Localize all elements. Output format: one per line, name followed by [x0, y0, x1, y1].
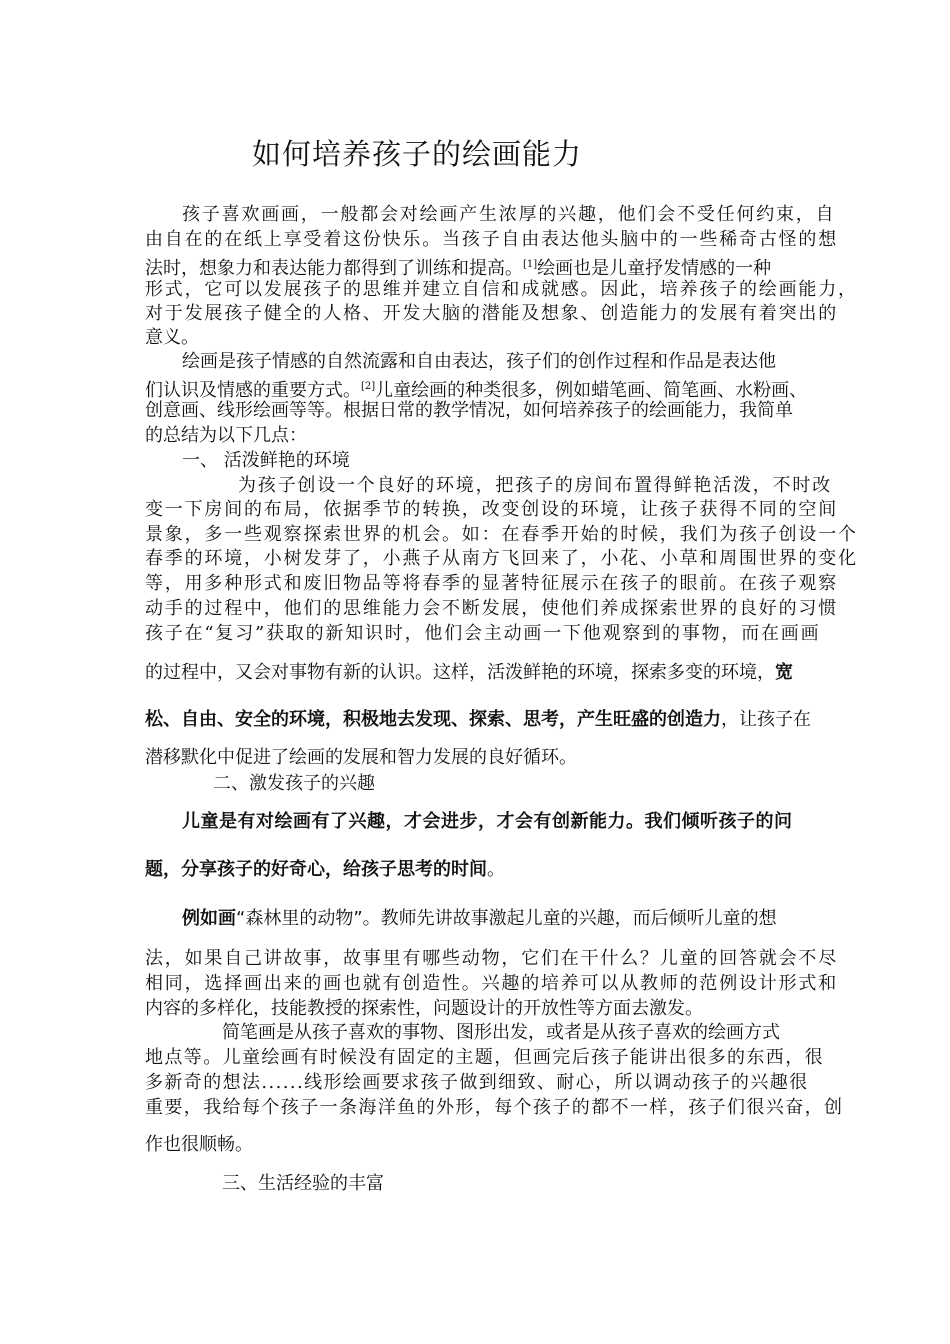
paragraph-line: [145, 746, 577, 770]
paragraph-line: [182, 350, 776, 374]
bold-text: 宽: [775, 662, 793, 683]
paragraph-line: [145, 1071, 809, 1095]
line-text: 为孩子创设一个良好的环境，把孩子的房间布置得鲜艳活泼，不时改: [238, 475, 832, 496]
line-text: 多新奇的想法......线形绘画要求孩子做到细致、耐心，所以调动孩子的兴趣很: [145, 1072, 809, 1093]
paragraph-line: [222, 1172, 384, 1196]
paragraph-line: [145, 708, 811, 732]
paragraph-line: [145, 947, 838, 971]
paragraph-line: [145, 858, 505, 882]
line-text: 简笔画是从孩子喜欢的事物、图形出发，或者是从孩子喜欢的绘画方式: [222, 1022, 780, 1043]
paragraph-line: [145, 498, 838, 522]
line-text: 动手的过程中，他们的思维能力会不断发展，使他们养成探索世界的良好的习惯: [145, 598, 838, 619]
paragraph-line: [145, 1096, 843, 1120]
paragraph-line: [182, 810, 793, 834]
paragraph-line: [145, 278, 858, 302]
bold-text: 松、自由、安全的环境，积极地去发现、探索、思考，产生旺盛的创造力: [145, 709, 721, 730]
paragraph-line: [145, 1046, 824, 1070]
line-text: 变一下房间的布局，依据季节的转换，改变创设的环境，让孩子获得不同的空间: [145, 499, 838, 520]
paragraph-line: [145, 1133, 253, 1157]
paragraph-line: [145, 326, 199, 350]
citation-marker: [1]: [523, 259, 538, 270]
paragraph-line: [182, 907, 777, 931]
paragraph-line: [222, 1021, 780, 1045]
paragraph-line: [145, 253, 771, 281]
line-text: 由自在的在纸上享受着这份快乐。当孩子自由表达他头脑中的一些稀奇古怪的想: [145, 229, 838, 250]
line-text: 二、激发孩子的兴趣: [213, 773, 375, 794]
line-text: 一、 活泼鲜艳的环境: [182, 450, 350, 471]
line-text: 绘画是孩子情感的自然流露和自由表达，孩子们的创作过程和作品是表达他: [182, 351, 776, 372]
paragraph-line: [145, 547, 858, 571]
paragraph-line: [145, 424, 307, 448]
line-text: 的过程中，又会对事物有新的认识。这样，活泼鲜艳的环境，探索多变的环境，: [145, 662, 775, 683]
bold-text: 儿童是有对绘画有了兴趣，才会进步，才会有创新能力。我们倾听孩子的问: [182, 811, 793, 832]
line-text: 作也很顺畅。: [145, 1134, 253, 1155]
paragraph-line: [145, 228, 838, 252]
citation-marker: [2]: [361, 381, 376, 392]
line-text: 相同，选择画出来的画也就有创造性。兴趣的培养可以从教师的范例设计形式和: [145, 973, 838, 994]
line-text: 意义。: [145, 327, 199, 348]
paragraph-line: [145, 597, 838, 621]
bold-text: 例如画: [182, 908, 236, 929]
line-text: 三、生活经验的丰富: [222, 1173, 384, 1194]
line-text: 地点等。儿童绘画有时候没有固定的主题，但画完后孩子能讲出很多的东西，很: [145, 1047, 824, 1068]
line-text: “森林里的动物”。教师先讲故事激起儿童的兴趣，而后倾听儿童的想: [236, 908, 777, 929]
line-text: 春季的环境，小树发芽了，小燕子从南方飞回来了，小花、小草和周围世界的变化: [145, 548, 858, 569]
line-text: 创意画、线形绘画等等。根据日常的教学情况，如何培养孩子的绘画能力，我简单: [145, 400, 793, 421]
line-text: 的总结为以下几点：: [145, 425, 307, 446]
paragraph-line: [182, 203, 835, 227]
line-text: 。: [487, 859, 505, 880]
line-text: 孩子喜欢画画，一般都会对绘画产生浓厚的兴趣，他们会不受任何约束，自: [182, 204, 836, 225]
paragraph-line: [145, 399, 793, 423]
paragraph-line: [182, 449, 350, 473]
paragraph-line: [145, 622, 820, 646]
paragraph-line: [145, 302, 838, 326]
paragraph-line: [238, 474, 832, 498]
document-title: 如何培养孩子的绘画能力: [252, 137, 583, 171]
line-text: 对于发展孩子健全的人格、开发大脑的潜能及想象、创造能力的发展有着突出的: [145, 303, 838, 324]
paragraph-line: [145, 523, 858, 547]
line-text: 等，用多种形式和废旧物品等将春季的显著特征展示在孩子的眼前。在孩子观察: [145, 573, 838, 594]
line-text: 景象，多一些观察探索世界的机会。如：在春季开始的时候，我们为孩子创设一个: [145, 524, 858, 545]
line-text: 潜移默化中促进了绘画的发展和智力发展的良好循环。: [145, 747, 577, 768]
line-text: 法，如果自己讲故事，故事里有哪些动物，它们在干什么？儿童的回答就会不尽: [145, 948, 838, 969]
line-text: 孩子在“复习”获取的新知识时，他们会主动画一下他观察到的事物，而在画画: [145, 623, 821, 644]
bold-text: 题，分享孩子的好奇心，给孩子思考的时间: [145, 859, 487, 880]
line-text: 儿童绘画的种类很多，例如蜡笔画、简笔画、水粉画、: [375, 380, 808, 401]
line-text: 们认识及情感的重要方式。: [145, 380, 361, 401]
line-text: 绘画也是儿童抒发情感的一种: [537, 258, 772, 279]
paragraph-line: [145, 997, 703, 1021]
paragraph-line: [145, 661, 793, 685]
line-text: 内容的多样化，技能教授的探索性，问题设计的开放性等方面去激发。: [145, 998, 703, 1019]
paragraph-line: [145, 572, 838, 596]
line-text: 形式，它可以发展孩子的思维并建立自信和成就感。因此，培养孩子的绘画能力，: [145, 279, 858, 300]
line-text: 法时，想象力和表达能力都得到了训练和提高。: [145, 258, 523, 279]
paragraph-line: [213, 772, 375, 796]
line-text: 重要，我给每个孩子一条海洋鱼的外形，每个孩子的都不一样，孩子们很兴奋，创: [145, 1097, 844, 1118]
line-text: ，让孩子在: [721, 709, 811, 730]
paragraph-line: [145, 972, 838, 996]
